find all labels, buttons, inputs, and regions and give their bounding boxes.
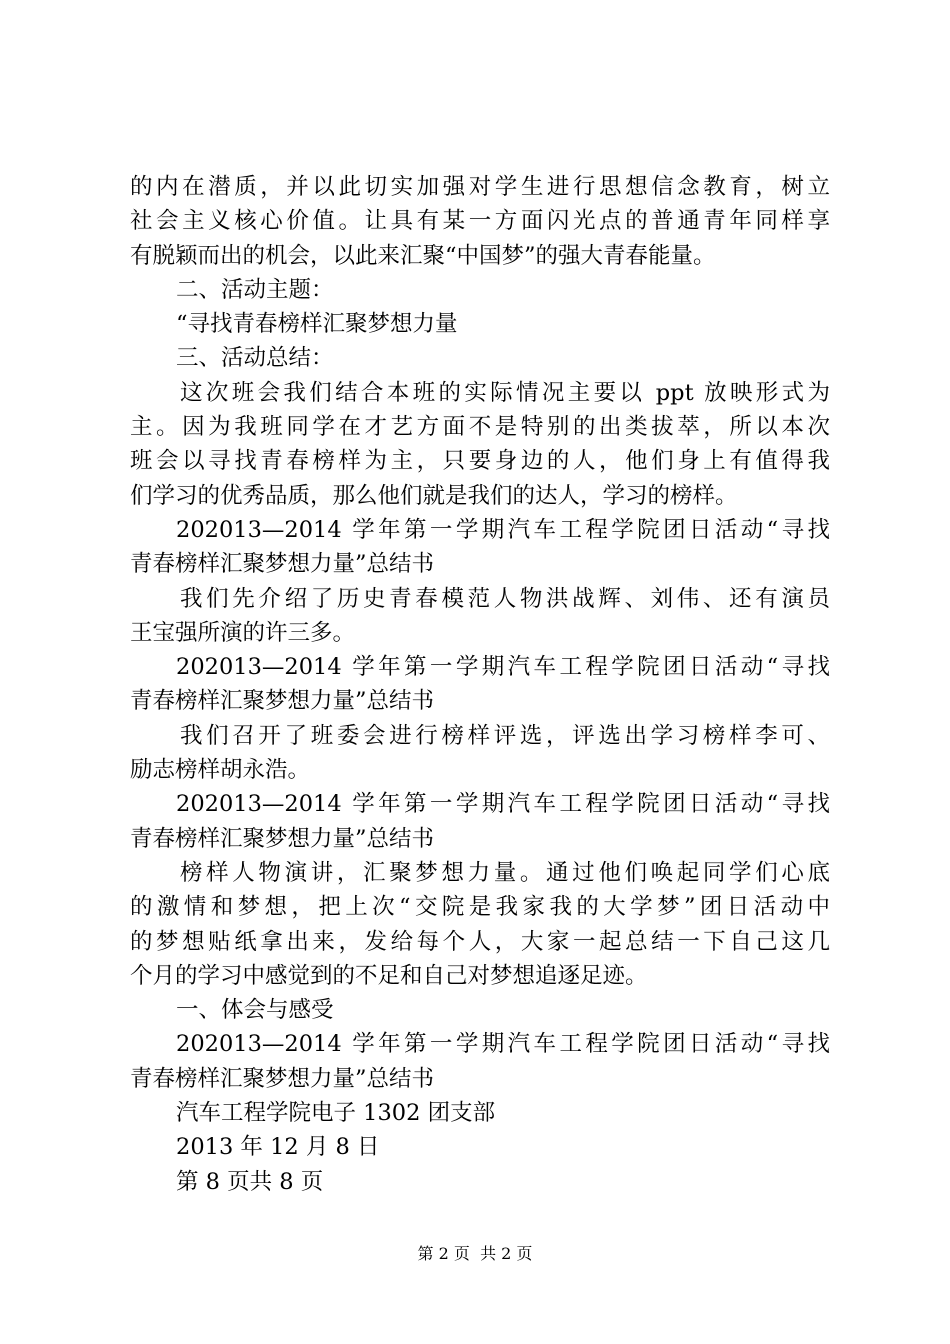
text-line: 班会以寻找青春榜样为主，只要身边的人，他们身上有值得我	[130, 448, 830, 475]
text-line: 的梦想贴纸拿出来，发给每个人，大家一起总结一下自己这几	[130, 928, 830, 955]
text-line: 202013—2014 学年第一学期汽车工程学院团日活动“寻找	[176, 654, 830, 681]
text-line: 青春榜样汇聚梦想力量”总结书	[130, 1065, 435, 1092]
text-line: 汽车工程学院电子 1302 团支部	[176, 1100, 496, 1127]
text-line: 主。因为我班同学在才艺方面不是特别的出类拔萃，所以本次	[130, 414, 830, 441]
text-line: 有脱颖而出的机会，以此来汇聚“中国梦”的强大青春能量。	[130, 242, 716, 269]
text-line: 我们先介绍了历史青春模范人物洪战辉、刘伟、还有演员	[180, 585, 830, 612]
text-line: 青春榜样汇聚梦想力量”总结书	[130, 688, 435, 715]
text-line: 的激情和梦想，把上次“交院是我家我的大学梦”团日活动中	[130, 894, 830, 921]
text-line: 202013—2014 学年第一学期汽车工程学院团日活动“寻找	[176, 791, 830, 818]
text-line: 三、活动总结：	[176, 345, 334, 372]
text-line: 青春榜样汇聚梦想力量”总结书	[130, 825, 435, 852]
text-line: 这次班会我们结合本班的实际情况主要以 ppt 放映形式为	[180, 379, 830, 406]
text-line: 202013—2014 学年第一学期汽车工程学院团日活动“寻找	[176, 1031, 830, 1058]
text-line: 社会主义核心价值。让具有某一方面闪光点的普通青年同样享	[130, 208, 830, 235]
page-footer: 第 2 页 共 2 页	[417, 1244, 533, 1263]
text-line: 个月的学习中感觉到的不足和自己对梦想追逐足迹。	[130, 962, 648, 989]
document-body	[130, 170, 830, 1199]
text-line: 们学习的优秀品质，那么他们就是我们的达人，学习的榜样。	[130, 482, 738, 509]
text-line: 榜样人物演讲，汇聚梦想力量。通过他们唤起同学们心底	[180, 859, 830, 886]
text-line: 二、活动主题：	[176, 276, 334, 303]
text-line: 王宝强所演的许三多。	[130, 619, 356, 646]
text-line: 青春榜样汇聚梦想力量”总结书	[130, 551, 435, 578]
text-line: 我们召开了班委会进行榜样评选，评选出学习榜样李可、	[180, 722, 830, 749]
text-line: 202013—2014 学年第一学期汽车工程学院团日活动“寻找	[176, 516, 830, 543]
text-line: 一、体会与感受	[176, 997, 334, 1024]
text-line: 2013 年 12 月 8 日	[176, 1134, 380, 1161]
text-line: “寻找青春榜样汇聚梦想力量	[176, 311, 458, 338]
text-line: 第 8 页共 8 页	[176, 1168, 324, 1195]
text-line: 的内在潜质，并以此切实加强对学生进行思想信念教育，树立	[130, 174, 830, 200]
text-line: 励志榜样胡永浩。	[130, 757, 311, 784]
